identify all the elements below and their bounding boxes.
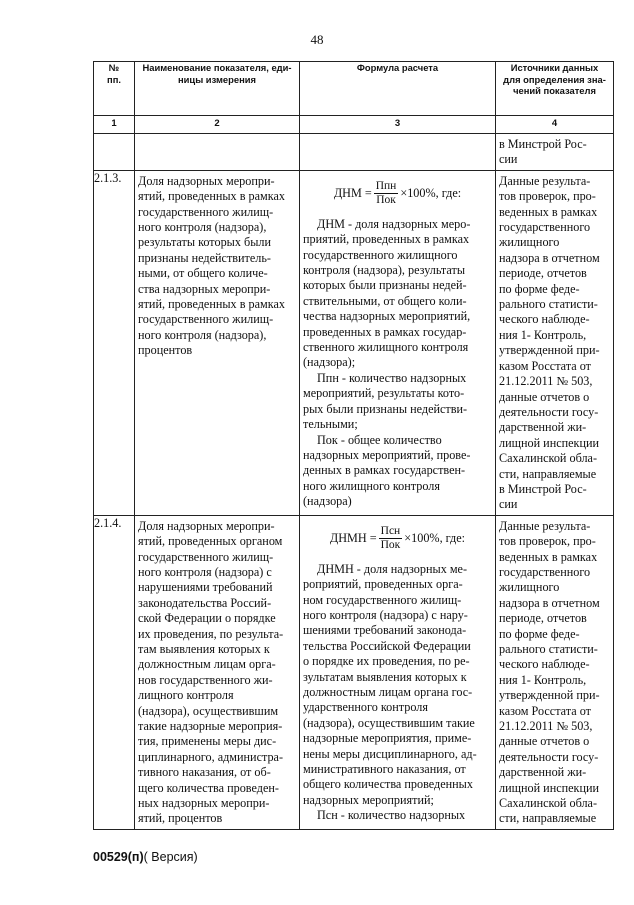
column-number: 4 [496,116,614,134]
header-number: № пп. [94,62,135,116]
document-footer [93,850,198,864]
table-header-row [94,62,614,116]
document-code: 00529(п) [93,850,144,864]
continuation-row [94,134,614,171]
page-number: 48 [310,32,324,47]
document-version: ( Версия) [143,850,198,864]
indicator-table [93,61,614,830]
column-number-row [94,116,614,134]
row-number: 2.1.3. [94,170,135,515]
formula-denominator: Пок [380,538,401,551]
formula-numerator: Псн [380,524,401,537]
formula: ДНМ = $\frac{\text{Ппн}}{\text{Пок}}$ ×100%, где: [333,179,462,206]
formula-explanation: Пок - общее количество надзорных мероприятий, прове- денных в рамках государствен- ного жилищного контроля (надзора) [303,432,471,509]
data-source: Данные результа- тов проверок, про- веденных в рамках государственного жилищного надзора в отчетном периоде, отчетов по форме феде- рального статисти- ческого наблюде- ния 1- Контроль, утвержденной при- казом Росстата от 21.12.2011 № 503, данные отчетов о деятельности госу- дарственной жи- лищной инспекции Сахалинской обла- сти, направляемые [496,515,614,829]
formula-numerator: Ппн [375,179,397,192]
indicator-name: Доля надзорных меропри- ятий, проведенных органом государственного жилищ- ного контроля (надзора) с нарушениями требований законодательства Россий- ской Федерации о порядке их проведения, по результа- там выявления которых к должностным лицам орга- нов государственного жи- лищного контроля (надзора), осуществившим такие надзорные мероприя- тия, применены меры дис- циплинарного, администра- тивного наказания, от об- щего количества проведен- ных надзорных меропри- ятий, процентов [135,515,300,829]
formula-explanation: Ппн - количество надзорных мероприятий, результаты кото- рых были признаны недействи- тельными; [303,370,468,432]
formula-cell [300,515,496,829]
formula: ДНМН = $\frac{\text{Псн}}{\text{Пок}}$ ×100%, где: [329,524,466,551]
table-row [94,170,614,515]
data-source: Данные результа- тов проверок, про- веденных в рамках государственного жилищного надзора в отчетном периоде, отчетов по форме феде- рального статисти- ческого наблюде- ния 1- Контроль, утвержденной при- казом Росстата от 21.12.2011 № 503, данные отчетов о деятельности госу- дарственной жи- лищной инспекции Сахалинской обла- сти, направляемые в Минстрой Рос- сии [496,170,614,515]
continuation-source: в Минстрой Рос- сии [496,134,614,171]
header-formula: Формула расчета [300,62,496,116]
formula-explanation: ДНМ - доля надзорных меро- приятий, проведенных в рамках государственного жилищного контроля (надзора), результаты которых были признаны недей- ствительными, от общего коли- чества надзорных мероприятий, проведенных в рамках государ- ственного жилищного контроля (надзора); [303,216,471,370]
column-number: 2 [135,116,300,134]
formula-denominator: Пок [376,193,396,206]
formula-explanation: Псн - количество надзорных [317,808,466,823]
header-data-sources: Источники данных для определения зна- чений показателя [496,62,614,116]
indicator-name: Доля надзорных меропри- ятий, проведенных в рамках государственного жилищ- ного контроля (надзора), результаты которых были признаны недействитель- ными, от общего количе- ства надзорных меропри- ятий, проведенных в рамках государственного жилищ- ного контроля (надзора), процентов [135,170,300,515]
table-row [94,515,614,829]
header-indicator-name: Наименование показателя, еди- ницы измерения [135,62,300,116]
row-number: 2.1.4. [94,515,135,829]
column-number: 3 [300,116,496,134]
formula-explanation: ДНМН - доля надзорных ме- роприятий, проведенных орга- ном государственного жилищ- ного контроля (надзора) с нару- шениями требований законода- тельства Российской Федерации о порядке их проведения, по ре- зультатам выявления которых к должностным лицам органа гос- ударственного контроля (надзора), осуществившим такие надзорные мероприятия, приме- нены меры дисциплинарного, ад- министративного наказания, от общего количества проведенных надзорных мероприятий; [303,561,477,807]
formula-cell [300,170,496,515]
column-number: 1 [94,116,135,134]
